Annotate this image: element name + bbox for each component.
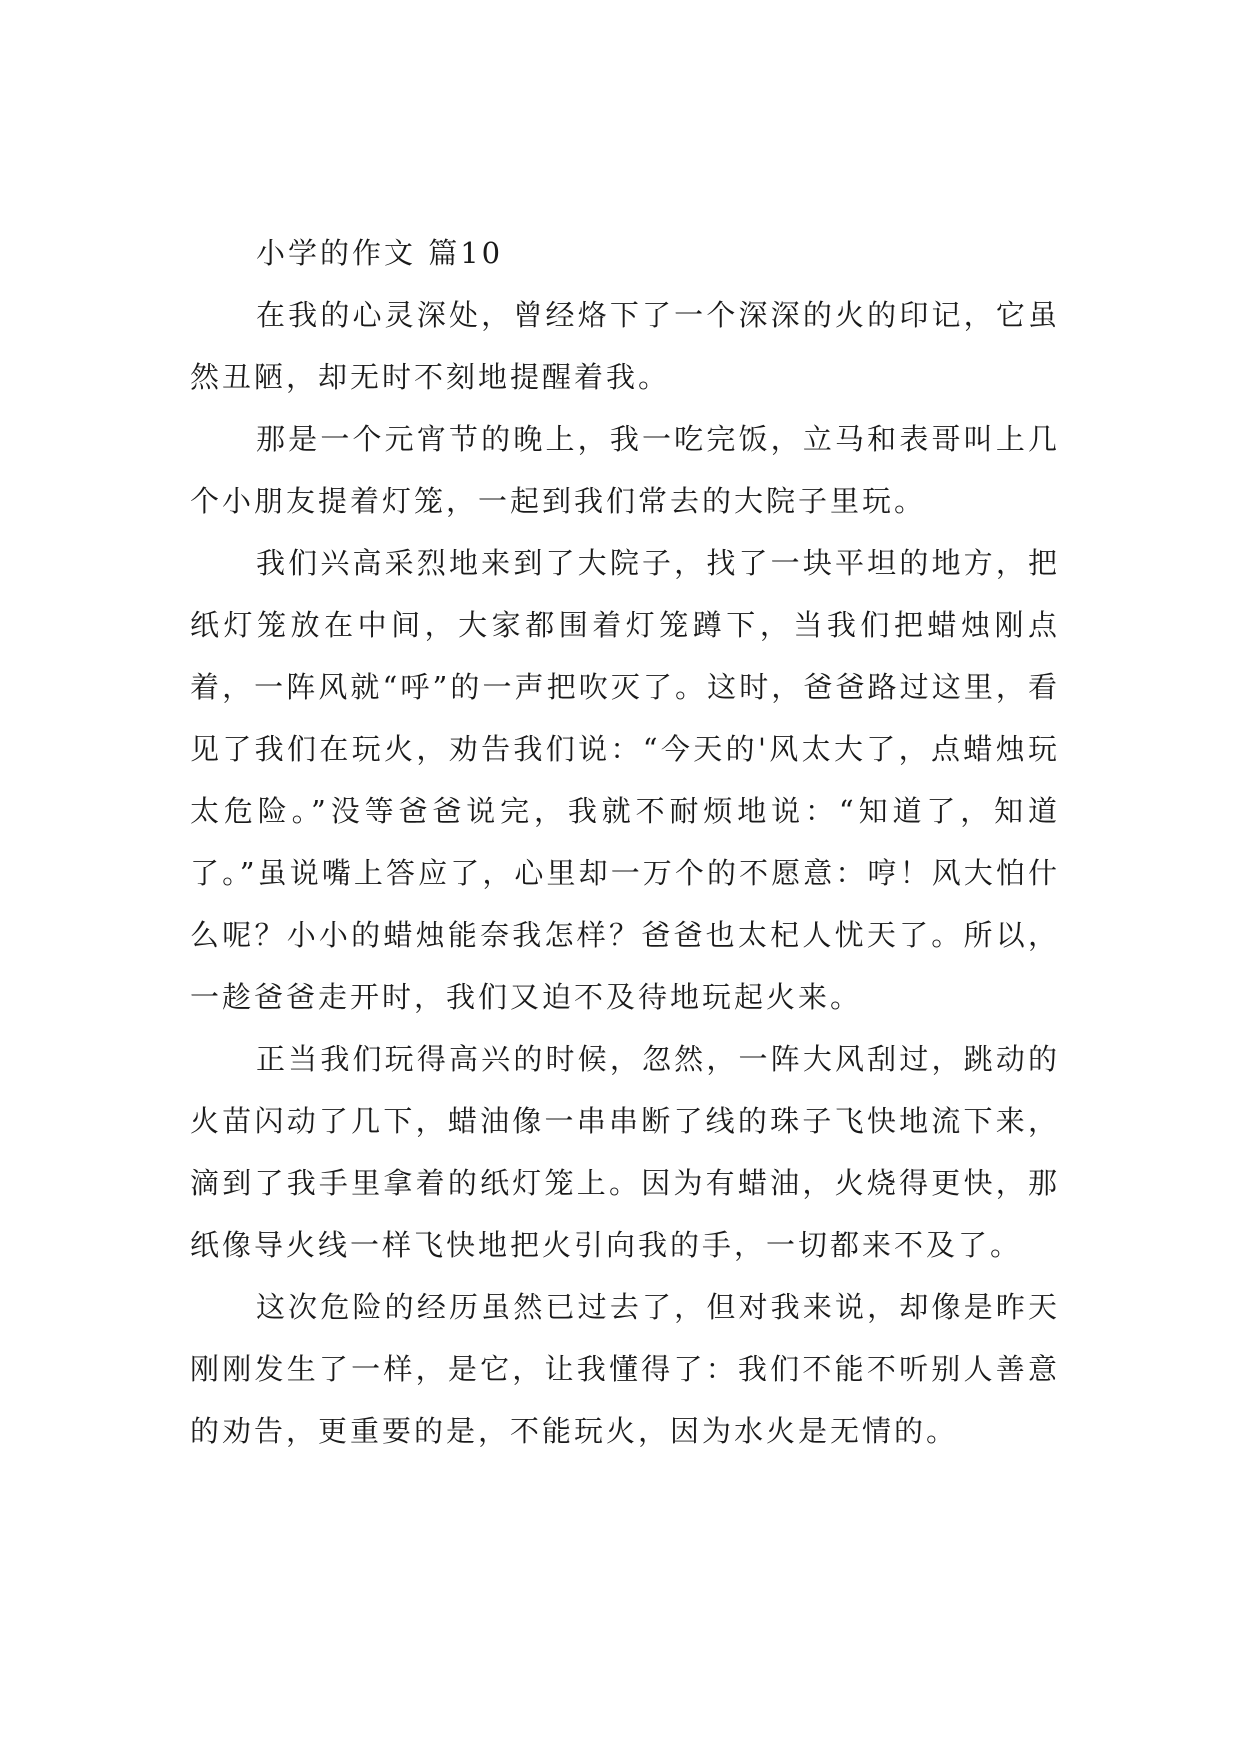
paragraph-5: 这次危险的经历虽然已过去了，但对我来说，却像是昨天刚刚发生了一样，是它，让我懂得了：我们不能不听别人善意的劝告，更重要的是，不能玩火，因为水火是无情的。 [190, 1290, 1060, 1448]
paragraph-4: 正当我们玩得高兴的时候，忽然，一阵大风刮过，跳动的火苗闪动了几下，蜡油像一串串断了线的珠子飞快地流下来，滴到了我手里拿着的纸灯笼上。因为有蜡油，火烧得更快，那纸像导火线一样飞快地把火引向我的手，一切都来不及了。 [190, 1042, 1060, 1262]
paragraph-2: 那是一个元宵节的晚上，我一吃完饭，立马和表哥叫上几个小朋友提着灯笼，一起到我们常去的大院子里玩。 [190, 422, 1060, 518]
paragraph-3: 我们兴高采烈地来到了大院子，找了一块平坦的地方，把纸灯笼放在中间，大家都围着灯笼蹲下，当我们把蜡烛刚点着，一阵风就“呼”的一声把吹灭了。这时，爸爸路过这里，看见了我们在玩火，劝告我们说：“今天的'风太大了，点蜡烛玩太危险。”没等爸爸说完，我就不耐烦地说：“知道了，知道了。”虽说嘴上答应了，心里却一万个的不愿意：哼！风大怕什么呢？小小的蜡烛能奈我怎样？爸爸也太杞人忧天了。所以，一趁爸爸走开时，我们又迫不及待地玩起火来。 [190, 546, 1060, 1014]
essay-body [190, 222, 1060, 1462]
essay-heading: 小学的作文 篇10 [256, 236, 504, 270]
paragraph-1: 在我的心灵深处，曾经烙下了一个深深的火的印记，它虽然丑陋，却无时不刻地提醒着我。 [190, 298, 1060, 394]
